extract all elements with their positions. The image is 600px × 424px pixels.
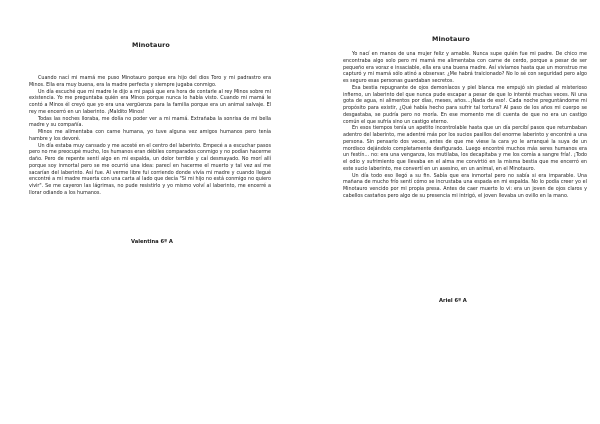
right-page-title: Minotauro [432,35,470,43]
left-page-body [29,75,271,197]
right-paragraph: En esos tiempos tenía un apetito incontrolable hasta que un día percibí pasos que retumbaban adentro del laberinto, me adentré más por los sucios pasillos del enorme laberinto y encontré a una persona. Sin pensarlo dos veces, antes de que me viese la cara yo le arranqué la suya de un mordisco dejándolo completamente desfigurado. Luego encontré muchos más seres humanos era un festín… no: era una venganza, los mutilaba, los decapitaba y me los comía a sangre fría!. ¡Todo el odio y sufrimiento que llevaba en el alma me convirtió en la misma bestia que me encerró en este sucio laberinto, me convertí en un asesino, en un animal, en el Minotauro. [343,125,587,172]
right-paragraph: Yo nací en manos de una mujer feliz y amable. Nunca supe quién fue mi padre. De chico me encontraba algo solo pero mi mamá me alimentaba con carne de cerdo, porque a pesar de ser pequeño era voraz e insaciable, ella era una buena madre. Así vivíamos hasta que un monstruo me capturó y mi mamá sólo atinó a observar. ¿Me habrá traicionado? No lo sé con seguridad pero algo es seguro esas personas guardaban secretos. [343,51,587,84]
left-paragraph: Cuando nací mi mamá me puso Minotauro porque era hijo del dios Toro y mi padrastro era Minos. Ella era muy buena, era la madre perfecta y siempre jugaba conmigo. [29,75,271,88]
left-paragraph: Un día escuché que mi madre le dijo a mi papá que era hora de contarle al rey Minos sobre mi existencia. Yo me preguntaba quién era Minos porque nunca lo había visto. Cuando mi mamá le contó a Minos él creyó que yo era una vergüenza para la familia porque era un animal salvaje. El rey me encerró en un laberinto. ¡Maldito Minos! [29,88,271,115]
left-page-signature: Valentina 6º A [131,239,173,245]
left-paragraph: Todas las noches lloraba, me dolía no poder ver a mi mamá. Extrañaba la sonrisa de mi bella madre y su compañía. [29,115,271,129]
left-paragraph: Minos me alimentaba con carne humana, yo tuve alguna vez amigos humanos pero tenía hambre y los devoré. [29,129,271,142]
left-paragraph: Un día estaba muy cansado y me acosté en el centro del laberinto. Empecé a a escuchar pasos pero no me preocupé mucho, los humanos eran débiles comparados conmigo y no podían hacerme daño. Pero de repente sentí algo en mi espalda, un dolor terrible y caí desmayado. No morí allí porque soy inmortal pero se me ocurrió una idea: parecí en hacerme el muerto y tal vez así me sacarían del laberinto. Así fue. Al verme libre fui corriendo donde vivía mi madre y cuando llegué encontré a mi madre muerta con una carta al lado que decía "Si mi hijo no está conmigo no quiero vivir". Se me cayeron las lágrimas, no pude resistirlo y yo mismo volví al laberinto, me encerré a llorar odiando a los humanos. [29,142,271,196]
right-page-body [343,51,587,200]
right-page-signature: Ariel 6º A [439,298,467,304]
right-page [300,0,600,424]
right-paragraph: Esa bestia repugnante de ojos demoníacos y piel blanca me empujó sin piedad al misterioso infierno, un laberinto del que nunca pude escapar a pesar de que lo intenté muchas veces. Ni una gota de agua, ni alimentos por días, meses, años…¡Nada de eso!. Cada noche preguntándome mi propósito para existir, ¿Qué había hecho para sufrir tal tortura? Al paso de los años mi cuerpo se desgastaba, se pudría pero no moría. En ese momento me di cuenta de que no era un castigo común el que sufría sino un castigo eterno. [343,84,587,125]
right-paragraph: Un día todo eso llegó a su fin. Sabía que era inmortal pero no sabía si era imparable. Una mañana de mucho frío sentí cómo se incrustaba una espada en mi espalda. No lo podía creer yo el Minotauro vencido por mi propia presa. Antes de caer muerto lo vi: era un joven de ojos claros y cabellos castaños pero algo de su presencia mi intrigó, el joven llevaba un ovillo en la mano. [343,172,587,199]
left-page-title: Minotauro [132,41,170,49]
